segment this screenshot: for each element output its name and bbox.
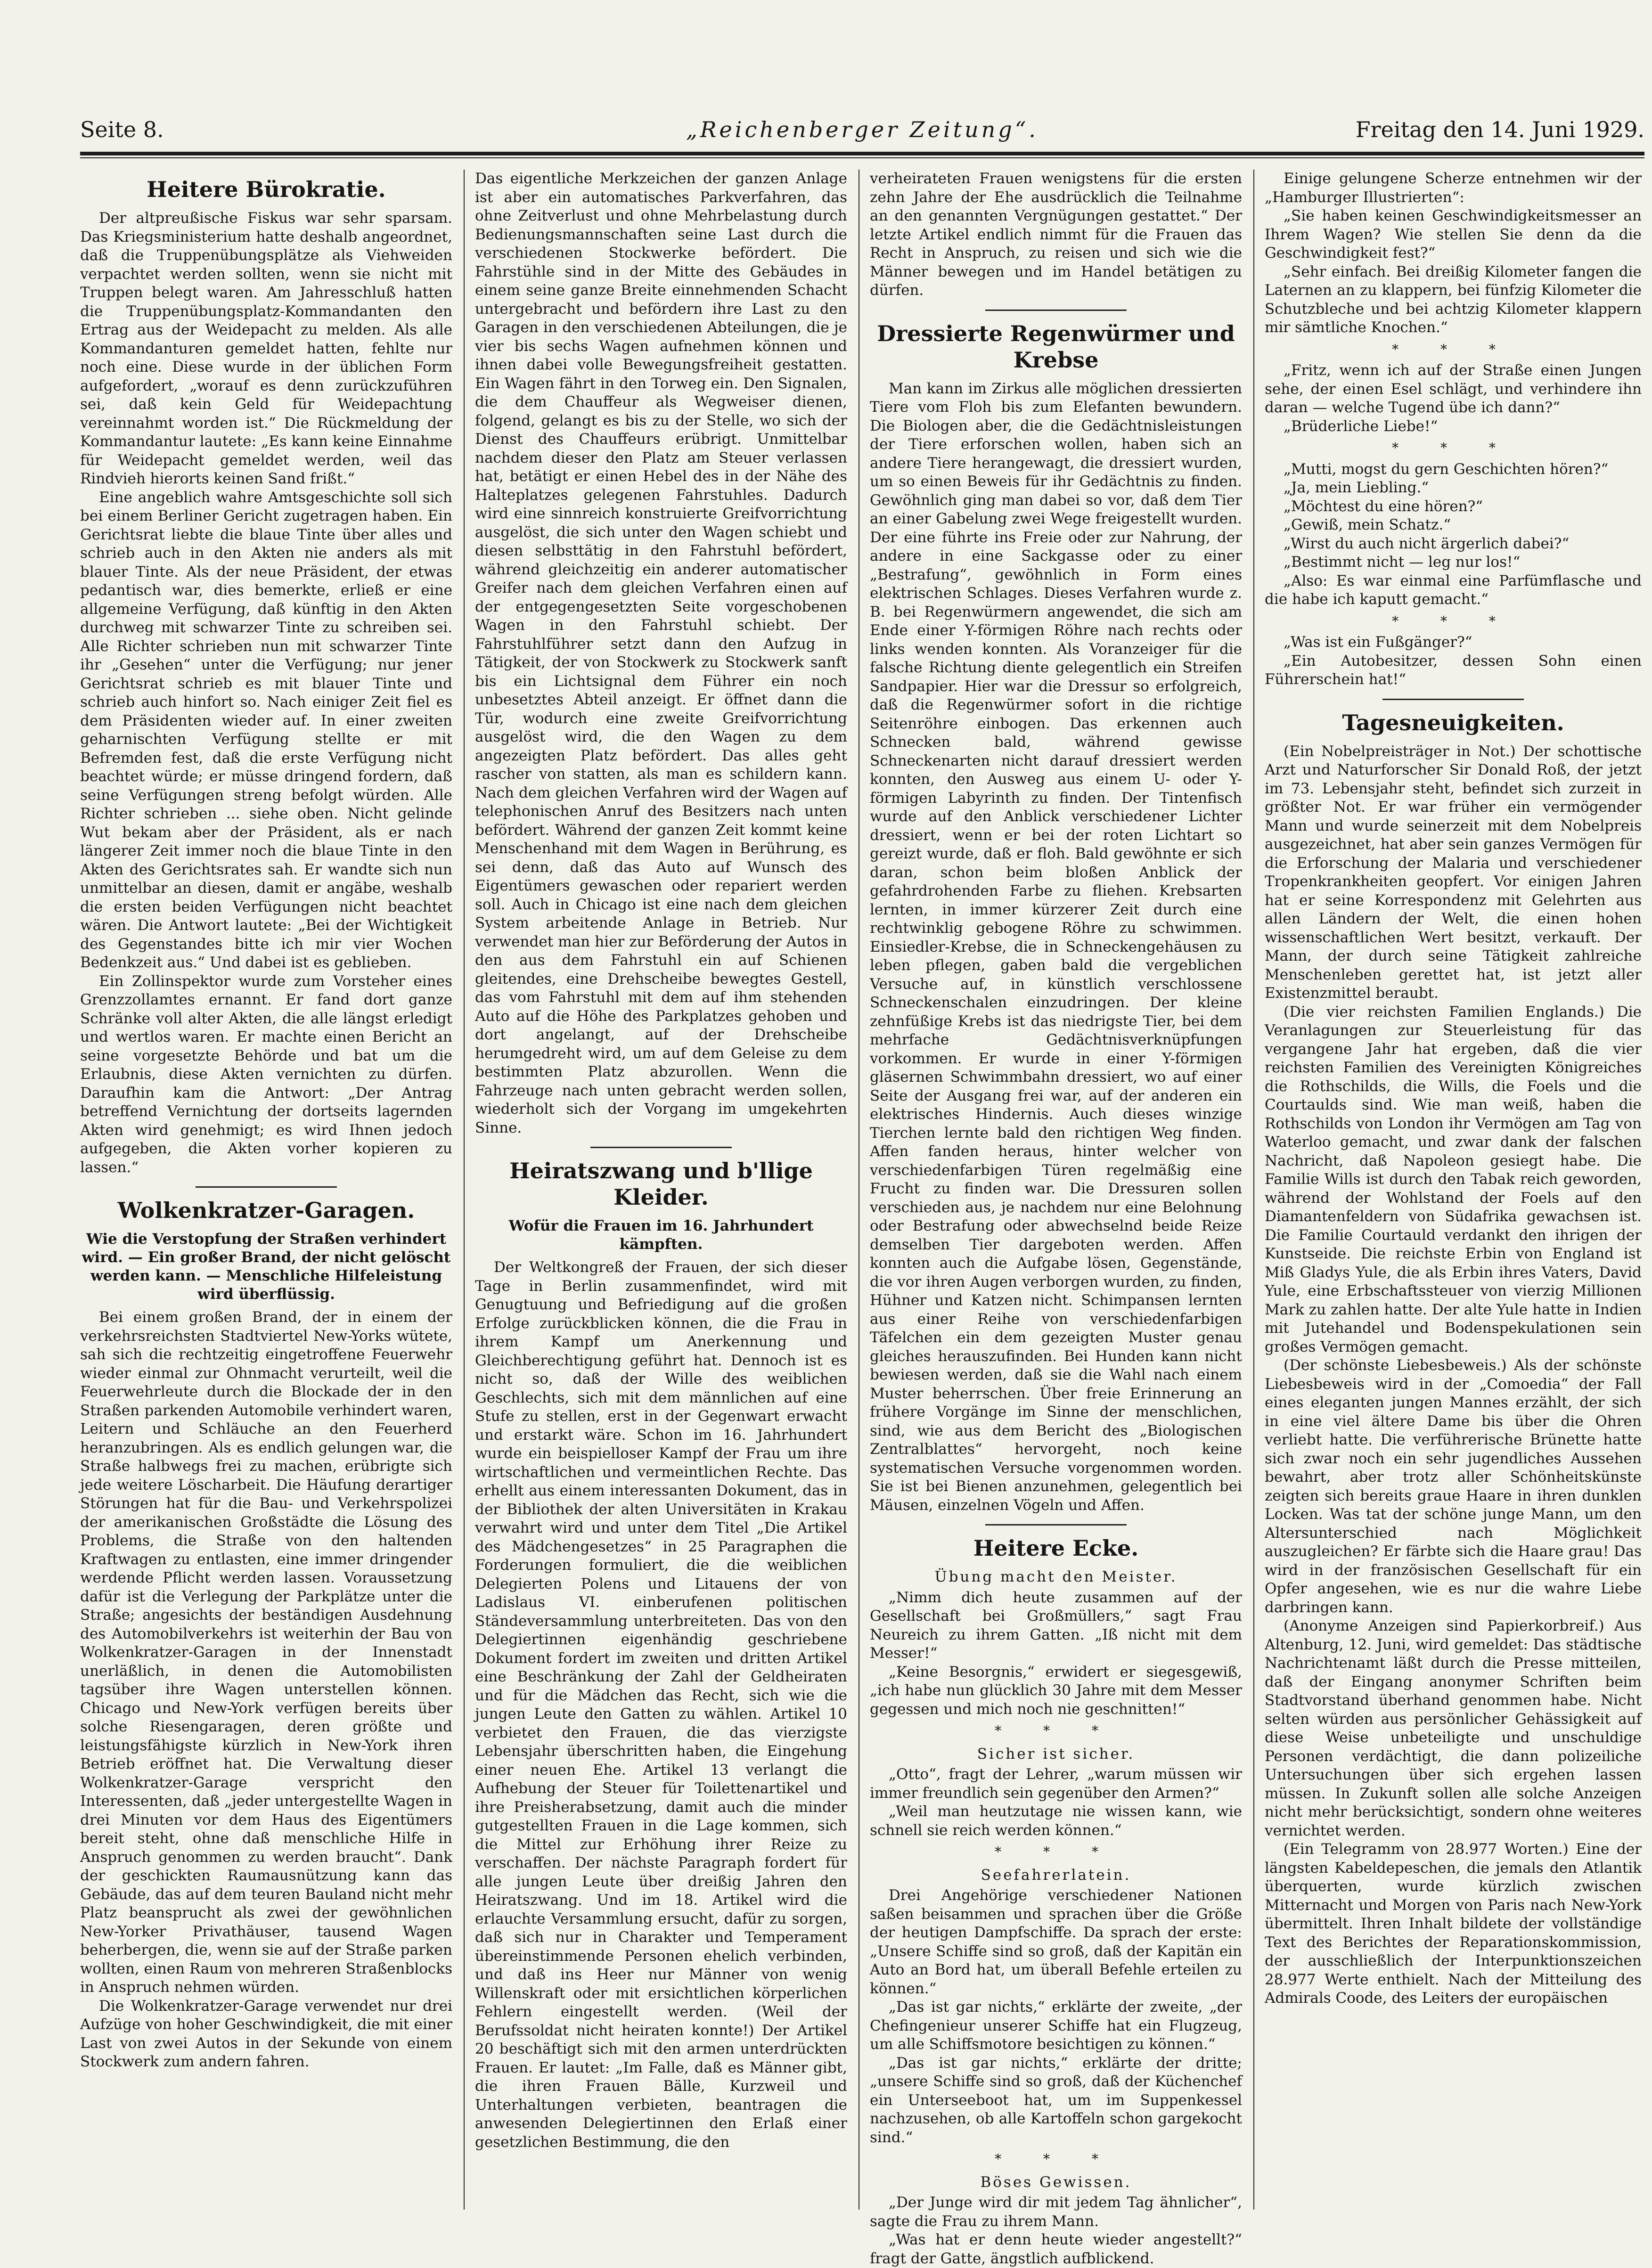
joke-paragraph: „Brüderliche Liebe!“ (1284, 417, 1438, 435)
article-separator (196, 1186, 337, 1188)
joke-paragraph: „Was ist ein Fußgänger?“ (1284, 634, 1472, 651)
joke-paragraph: „Das ist gar nichts,“ erklärte der dritte; „unsere Schiffe sind so groß, daß der Küchenchef ein Unterseeboot hat, um im Suppenkessel nachzusehen, ob alle Kartoffeln schon gargekocht sind.“ (870, 2054, 1242, 2146)
joke-paragraph: „Der Junge wird dir mit jedem Tag ähnlicher“, sagte die Frau zu ihrem Mann. (870, 2194, 1242, 2230)
joke-paragraph: Einige gelungene Scherze entnehmen wir der „Hamburger Illustrierten“: (1265, 170, 1642, 206)
joke-paragraph: „Otto“, fragt der Lehrer, „warum müssen wir immer freundlich sein gegenüber den Armen?“ (870, 1766, 1242, 1802)
joke-paragraph: „Also: Es war einmal eine Parfümflasche und die habe ich kaputt gemacht.“ (1265, 572, 1642, 608)
issue-date: Freitag den 14. Juni 1929. (1355, 117, 1644, 142)
joke-paragraph: „Ein Autobesitzer, dessen Sohn einen Führerschein hat!“ (1265, 652, 1642, 688)
star-separator: * * * (995, 2151, 1117, 2167)
joke-paragraph: „Nimm dich heute zusammen auf der Gesellschaft bei Großmüllers,“ sagt Frau Neureich zu ihrem Gatten. „Iß nicht mit dem Messer!“ (870, 1589, 1242, 1662)
column-divider (1253, 170, 1254, 2210)
joke-paragraph: Drei Angehörige verschiedener Nationen saßen beisammen und sprachen über die Größe der heutigen Dampfschiffe. Da sprach der erste: „Unsere Schiffe sind so groß, daß der Kapitän ein Auto an Bord hat, um überall Befehle erteilen zu können.“ (870, 1887, 1242, 1997)
joke-paragraph: „Weil man heutzutage nie wissen kann, wie schnell sie reich werden können.“ (870, 1803, 1242, 1839)
article-paragraph: verheirateten Frauen wenigstens für die ersten zehn Jahre der Ehe ausdrücklich die Teilnahme an den genannten Vergnügungen gestattet.“ Der letzte Artikel endlich nimmt für die Frauen das Recht in Anspruch, zu reisen und sich wie die Männer bewegen und im Handel betätigen zu dürfen. (870, 170, 1242, 299)
article-paragraph: Bei einem großen Brand, der in einem der verkehrsreichsten Stadtviertel New-Yorks wütete, sah sich die rechtzeitig eingetroffene Feuerwehr wieder einmal zur Ohnmacht verurteilt, weil die Feuerwehrleute durch die Blockade der in den Straßen parkenden Automobile verhindert waren, Leitern und Schläuche an den Feuerherd heranzubringen. Als es endlich gelungen war, die Straße halbwegs frei zu machen, erübrigte sich jede weitere Löscharbeit. Die Häufung derartiger Störungen hat für die Bau- und Verkehrspolizei der amerikanischen Großstädte die Lösung des Problems, die Straße von den haltenden Kraftwagen zu entlasten, eine immer dringender werdende Pflicht werden lassen. Voraussetzung dafür ist die Verlegung der Parkplätze unter die Straße; angesichts der beständigen Ausdehnung des Automobilverkehrs ist weiterhin der Bau von Wolkenkratzer-Garagen in der Innenstadt unerläßlich, in denen die Automobilisten tagsüber ihre Wagen unterstellen können. Chicago und New-York verfügen bereits über solche Riesengaragen, deren größte und leistungsfähigste kürzlich in New-York ihren Betrieb eröffnet hat. Die Verwaltung dieser Wolkenkratzer-Garage verspricht den Interessenten, daß „jeder untergestellte Wagen in drei Minuten vor dem Haus des Eigentümers bereit steht, ohne daß menschliche Hilfe in Anspruch genommen zu werden braucht“. Dank der geschickten Raumausnützung kann das Gebäude, das auf dem teuren Bauland nicht mehr Platz beansprucht als zwei der gewöhnlichen New-Yorker Privathäuser, tausend Wagen beherbergen, die, wenn sie auf der Straße parken wollten, einen Raum von mehreren Straßenblocks in Anspruch nehmen würden. (80, 1309, 452, 1996)
article-title: Heiratszwang und b'llige Kleider. (509, 1158, 813, 1210)
joke-paragraph: „Bestimmt nicht — leg nur los!“ (1284, 554, 1521, 571)
newspaper-page (80, 108, 1644, 2267)
joke-title: Böses Gewissen. (980, 2173, 1132, 2191)
star-separator: * * * (1392, 613, 1514, 629)
article-paragraph: Eine angeblich wahre Amtsgeschichte soll sich bei einem Berliner Gericht zugetragen haben. Ein Gerichtsrat liebte die blaue Tinte über alles und schrieb auch in den Akten nie anders als mit blauer Tinte. Als der neue Präsident, der etwas pedantisch war, dies bemerkte, erließ er eine allgemeine Verfügung, daß künftig in den Akten durchweg mit schwarzer Tinte zu schreiben sei. Alle Richter schrieben nun mit schwarzer Tinte ihr „Gesehen“ unter die Verfügung; nur jener Gerichtsrat schrieb es mit blauer Tinte und schrieb auch hinfort so. Nach einiger Zeit fiel es dem Präsidenten wieder auf. In einer zweiten geharnischten Verfügung stellte er mit Befremden fest, daß die erste Verfügung nicht beachtet würde; er müsse dringend fordern, daß seine Verfügungen streng befolgt würden. Alle Richter schrieben ... siehe oben. Nicht gelinde Wut bekam aber der Präsident, als er nach längerer Zeit immer noch die blaue Tinte in den Akten des Gerichtsrates sah. Er wandte sich nun unmittelbar an diesen, damit er angäbe, weshalb die ersten beiden Verfügungen nicht beachtet wären. Die Antwort lautete: „Bei der Wichtigkeit des Gegenstandes bitte ich mir vier Wochen Bedenkzeit aus.“ Und dabei ist es geblieben. (80, 489, 452, 971)
joke-title: Übung macht den Meister. (934, 1568, 1178, 1585)
article-subtitle: Wie die Verstopfung der Straßen verhindert wird. — Ein großer Brand, der nicht gelöscht werden kann. — Menschliche Hilfeleistung wird überflüssig. (82, 1231, 451, 1303)
star-separator: * * * (1392, 341, 1514, 357)
news-item: (Ein Telegramm von 28.977 Worten.) Eine der längsten Kabeldepeschen, die jemals den Atlantik überquerten, wurde kürzlich zwischen Mitternacht und Morgen von Paris nach New-York übermittelt. Ihren Inhalt bildete der vollständige Text des Berichtes der Reparationskommission, der ausschließlich der Interpunktionszeichen 28.977 Werte enthielt. Nach der Mitteilung des Admirals Coode, des Leiters der europäischen (1265, 1841, 1642, 2007)
article-paragraph: Man kann im Zirkus alle möglichen dressierten Tiere vom Floh bis zum Elefanten bewundern. Die Biologen aber, die die Gedächtnisleistungen der Tiere erforschen wollen, haben sich an andere Tiere herangewagt, die dressiert wurden, um so einen Beweis für ihr Gedächtnis zu finden. Gewöhnlich ging man dabei so vor, daß dem Tier an einer Gabelung zwei Wege freigestellt wurden. Der eine führte ins Freie oder zur Nahrung, der andere in eine Sackgasse oder zu einer „Bestrafung“, gewöhnlich in Form eines elektrischen Schlages. Dieses Verfahren wurde z. B. bei Regenwürmern angewendet, die sich am Ende einer Y-förmigen Röhre nach rechts oder links wenden konnten. Als Voranzeiger für die falsche Richtung diente gelegentlich ein Streifen Sandpapier. Hier war die Dressur so erfolgreich, daß die Regenwürmer sofort in die richtige Seitenröhre einbogen. Das erkennen auch Schnecken bald, während gewisse Schneckenarten nicht darauf dressiert werden konnten, den Ausweg aus einem U- oder Y-förmigen Labyrinth zu finden. Der Tintenfisch wurde auf den Anblick verschiedener Lichter dressiert, wenn er bei der roten Lichtart so gereizt wurde, daß er floh. Bald gewöhnte er sich daran, schon beim bloßen Anblick der gefahrdrohenden Farbe zu fliehen. Krebsarten lernten, in immer kürzerer Zeit durch eine rechtwinklig gebogene Röhre zu schwimmen. Einsiedler-Krebse, die in Schneckengehäusen zu leben pflegen, gaben bald die vergeblichen Versuche auf, in künstlich verschlossene Schneckenschalen einzudringen. Der kleine zehnfüßige Krebs ist das niedrigste Tier, bei dem mehrfache Gedächtnisverknüpfungen vorkommen. Er wurde in einer Y-förmigen gläsernen Schwimmbahn dressiert, wo auf einer Seite der Ausgang frei war, auf der anderen ein elektrisches Hindernis. Auch dieses winzige Tierchen lernte bald den richtigen Weg finden. Affen fanden heraus, hinter welcher von verschiedenfarbigen Türen regelmäßig eine Frucht zu finden war. Die Dressuren sollen verschieden aus, je nachdem nur eine Belohnung oder Bestrafung oder abwechselnd beide Reize demselben Tier dargeboten werden. Affen konnten auch die Aufgabe lösen, Gegenstände, die vor ihren Augen verborgen wurden, zu finden, Hühner und Katzen nicht. Schimpansen lernten aus einer Reihe von verschiedenfarbigen Täfelchen ein dem gezeigten Muster genau gleiches herauszufinden. Bei Hunden kann nicht bewiesen werden, daß sie die Wahl nach einem Muster beherrschen. Über freie Erinnerung an frühere Vorgänge im Sinne der menschlichen, sind, wie aus dem Bericht des „Biologischen Zentralblattes“ hervorgeht, noch keine systematischen Versuche vorgenommen worden. Sie ist bei Bienen anzunehmen, gelegentlich bei Mäusen, einzelnen Vögeln und Affen. (870, 380, 1242, 1514)
news-item: (Die vier reichsten Familien Englands.) Die Veranlagungen zur Steuerleistung für das vergangene Jahr hat ergeben, daß die vier reichsten Familien des Vereinigten Königreiches die Rothschilds, die Wills, die Foels und die Courtaulds sind. Wie man weiß, haben die Rothschilds von London ihr Vermögen am Tag von Waterloo gemacht, und zwar dank der falschen Nachricht, daß Napoleon gesiegt habe. Die Familie Wills ist durch den Tabak reich geworden, während der Wohlstand der Foels auf den Diamantenfeldern von Südafrika gewachsen ist. Die Familie Courtauld verdankt den ihrigen der Kunstseide. Die reichste Erbin von England ist Miß Gladys Yule, die als Erbin ihres Vaters, David Yule, eine Erbschaftssteuer von vierzig Millionen Mark zu zahlen hatte. Der alte Yule hatte in Indien mit Jutehandel und Bodenspekulationen sein großes Vermögen gemacht. (1265, 1003, 1642, 1355)
joke-paragraph: „Fritz, wenn ich auf der Straße einen Jungen sehe, der einen Esel schlägt, und verhindere ihn daran — welche Tugend übe ich dann?“ (1265, 362, 1642, 416)
article-title: Heitere Bürokratie. (147, 177, 386, 202)
page-number: Seite 8. (80, 117, 164, 142)
column-1 (80, 170, 452, 2210)
newspaper-title: „Reichenberger Zeitung“. (686, 117, 1039, 142)
joke-paragraph: „Das ist gar nichts,“ erklärte der zweite, „der Chefingenieur unserer Schiffe hat ein Flugzeug, um alle Schiffsmotore besichtigen zu können.“ (870, 1999, 1242, 2053)
column-divider (464, 170, 465, 2210)
star-separator: * * * (995, 1723, 1117, 1738)
page-header (80, 108, 1644, 151)
article-paragraph: Der Weltkongreß der Frauen, der sich dieser Tage in Berlin zusammenfindet, wird mit Genugtuung und Befriedigung auf die großen Erfolge zurückblicken können, die die Frau in ihrem Kampf um Anerkennung und Gleichberechtigung geführt hat. Dennoch ist es nicht so, daß der Wille des weiblichen Geschlechts, sich mit dem männlichen auf eine Stufe zu stellen, erst in der Gegenwart erwacht und erstarkt wäre. Schon im 16. Jahrhundert wurde ein beispielloser Kampf der Frau um ihre wirtschaftlichen und vermeintlichen Rechte. Das erhellt aus einem interessanten Dokument, das in der Bibliothek der alten Universitäten in Krakau verwahrt wird und unter dem Titel „Die Artikel des Mädchengesetzes“ in 25 Paragraphen die Forderungen formuliert, die die weiblichen Delegierten Polens und Litauens der von Ladislaus VI. einberufenen politischen Ständeversammlung unterbreiteten. Das von den Delegiertinnen eigenhändig geschriebene Dokument fordert im zweiten und dritten Artikel eine Beschränkung der Zahl der Geldheiraten und für die Mädchen das Recht, sich wie die jungen Leute den Gatten zu wählen. Artikel 10 verbietet den Frauen, die das vierzigste Lebensjahr überschritten haben, die Eingehung einer neuen Ehe. Artikel 13 verlangt die Aufhebung der Steuer für Toilettenartikel und ihre Preisherabsetzung, damit auch die minder gutgestellten Frauen in die Lage kommen, sich die Mittel zur Erhöhung ihrer Reize zu verschaffen. Der nächste Paragraph fordert für alle jungen Leute über dreißig Jahren den Heiratszwang. Und im 18. Artikel wird die erlauchte Versammlung ersucht, dafür zu sorgen, daß sich nur in Charakter und Temperament übereinstimmende Personen ehelich verbinden, und daß ins Heer nur Männer von wenig Willenskraft oder mit ersichtlichen körperlichen Fehlern eingestellt werden. (Weil der Berufssoldat nicht heiraten konnte!) Der Artikel 20 beschäftigt sich mit den armen unterdrückten Frauen. Er lautet: „Im Falle, daß es Männer gibt, die ihren Frauen Bälle, Kurzweil und Unterhaltungen verbieten, beantragen die anwesenden Delegiertinnen den Erlaß einer gesetzlichen Bestimmung, die den (475, 1259, 847, 2151)
article-separator (985, 310, 1127, 311)
article-subtitle: Wofür die Frauen im 16. Jahrhundert kämpften. (508, 1217, 814, 1253)
article-title: Tagesneuigkeiten. (1342, 710, 1564, 735)
joke-title: Sicher ist sicher. (977, 1745, 1135, 1762)
header-rule-thick (80, 152, 1644, 155)
joke-paragraph: „Keine Besorgnis,“ erwidert er siegesgewiß, „ich habe nun glücklich 30 Jahre mit dem Messer gegessen und mich noch nie geschnitten!“ (870, 1663, 1242, 1718)
article-paragraph: Die Wolkenkratzer-Garage verwendet nur drei Aufzüge von hoher Geschwindigkeit, die mit einer Last von zwei Autos in der Sekunde von einem Stockwerk zum andern fahren. (80, 1997, 452, 2070)
joke-paragraph: „Gewiß, mein Schatz.“ (1284, 516, 1451, 533)
article-paragraph: Der altpreußische Fiskus war sehr sparsam. Das Kriegsministerium hatte deshalb angeordnet, daß die Truppenübungsplätze als Viehweiden verpachtet werden sollten, wenn sie nicht mit Truppen belegt waren. Am Jahresschluß hatten die Truppenübungsplatz-Kommandanten den Ertrag aus der Weidepacht zu melden. Als alle Kommandanturen gemeldet hatten, fehlte nur noch eine. Diese wurde in der üblichen Form aufgefordert, „worauf es denn zurückzuführen sei, daß kein Geld für Weidepachtung vereinnahmt worden ist.“ Die Rückmeldung der Kommandantur lautete: „Es kann keine Einnahme für Weidepacht gemeldet werden, weil das Rindvieh hierorts keinen Sand frißt.“ (80, 210, 452, 487)
article-separator (985, 1524, 1127, 1526)
header-rule-thin (80, 157, 1644, 158)
article-paragraph: Ein Zollinspektor wurde zum Vorsteher eines Grenzzollamtes ernannt. Er fand dort ganze Schränke voll alter Akten, die alle längst erledigt und wertlos waren. Er machte einen Bericht an seine vorgesetzte Behörde und bat um die Erlaubnis, diese Akten vernichten zu dürfen. Daraufhin kam die Antwort: „Der Antrag betreffend Vernichtung der dortseits lagernden Akten wird genehmigt; es wird Ihnen jedoch aufgegeben, die Akten vorher kopieren zu lassen.“ (80, 972, 452, 1176)
joke-paragraph: „Sie haben keinen Geschwindigkeitsmesser an Ihrem Wagen? Wie stellen Sie denn da die Geschwindigkeit fest?“ (1265, 207, 1642, 261)
news-item: (Ein Nobelpreisträger in Not.) Der schottische Arzt und Naturforscher Sir Donald Roß, der jetzt im 73. Lebensjahr steht, befindet sich zurzeit in größter Not. Er war früher ein vermögender Mann und wurde seinerzeit mit dem Nobelpreis ausgezeichnet, hat aber sein ganzes Vermögen für die Erforschung der Malaria und verschiedener Tropenkrankheiten geopfert. Vor einigen Jahren hat er seine Korrespondenz mit Gelehrten aus allen Ländern der Welt, die einen hohen wissenschaftlichen Wert besitzt, verkauft. Der Mann, der durch seine Tätigkeit zahlreiche Menschenleben gerettet hat, ist jetzt aller Existenzmittel beraubt. (1265, 742, 1642, 1002)
news-item: (Anonyme Anzeigen sind Papierkorbreif.) Aus Altenburg, 12. Juni, wird gemeldet: Das städtische Nachrichtenamt läßt durch die Presse mitteilen, daß der Eingang anonymer Schriften beim Stadtvorstand überhand genommen habe. Nicht selten würden aus persönlicher Gehässigkeit auf diese Weise unbeteiligte und unschuldige Personen verdächtigt, die dann polizeiliche Untersuchungen über sich ergehen lassen müssen. In Zukunft sollen alle solche Anzeigen nicht mehr berücksichtigt, sondern ohne weiteres vernichtet werden. (1265, 1617, 1642, 1839)
article-title: Wolkenkratzer-Garagen. (117, 1198, 415, 1223)
article-paragraph: Das eigentliche Merkzeichen der ganzen Anlage ist aber ein automatisches Parkverfahren, das ohne Zeitverlust und ohne Mehrbelastung durch Bedienungsmannschaften seine Last durch die verschiedenen Stockwerke befördert. Die Fahrstühle sind in der Mitte des Gebäudes in einem seine ganze Breite einnehmenden Schacht untergebracht und befördern ihre Last zu den Garagen in den verschiedenen Abteilungen, die je vier bis sechs Wagen aufnehmen können und ihnen dabei volle Bewegungsfreiheit gestatten. Ein Wagen fährt in den Torweg ein. Den Signalen, die dem Chauffeur als Wegweiser dienen, folgend, gelangt es bis zu der Stelle, wo sich der Dienst des Chauffeurs erübrigt. Unmittelbar nachdem dieser den Platz am Steuer verlassen hat, betätigt er einen Hebel des in der Nähe des Halteplatzes gelegenen Fahrstuhles. Dadurch wird eine sinnreich konstruierte Greifvorrichtung ausgelöst, die sich unter den Wagen schiebt und diesen selbsttätig in den Fahrstuhl befördert, während gleichzeitig ein anderer automatischer Greifer nach dem gleichen Verfahren einen auf der entgegengesetzten Seite vorgeschobenen Wagen in den Fahrstuhl schiebt. Der Fahrstuhlführer setzt dann den Aufzug in Tätigkeit, der von Stockwerk zu Stockwerk sanft bis ein Lichtsignal dem Führer ein noch unbesetztes Abteil anzeigt. Er öffnet dann die Tür, wodurch eine zweite Greifvorrichtung ausgelöst wird, die den Wagen zu dem angezeigten Platz befördert. Das alles geht rascher von statten, als man es schildern kann. Nach dem gleichen Verfahren wird der Wagen auf telephonischen Anruf des Besitzers nach unten befördert. Während der ganzen Zeit kommt keine Menschenhand mit dem Wagen in Berührung, es sei denn, daß das Auto auf Wunsch des Eigentümers gewaschen oder repariert werden soll. Auch in Chicago ist eine nach dem gleichen System arbeitende Anlage in Betrieb. Nur verwendet man hier zur Beförderung der Autos in den aus dem Fahrstuhl ein auf Schienen gleitendes, eine Drehscheibe bewegtes Gestell, das vom Fahrstuhl mit dem auf ihm stehenden Auto auf die Höhe des Parkplatzes gehoben und dort angelangt, auf der Drehscheibe herumgedreht wird, um auf dem Geleise zu dem bestimmten Platz abzurollen. Wenn die Fahrzeuge nach unten gebracht werden sollen, wiederholt sich der Vorgang im umgekehrten Sinne. (475, 170, 847, 1136)
news-item: (Der schönste Liebesbeweis.) Als der schönste Liebesbeweis wird in der „Comoedia“ der Fall eines eleganten jungen Mannes erzählt, der sich in eine viel ältere Dame bis über die Ohren verliebt hatte. Die verführerische Brünette hatte sich zwar noch ein sehr jugendliches Aussehen bewahrt, aber trotz aller Schönheitskünste zeigten sich bereits graue Haare in ihren dunklen Locken. Was tat der schöne junge Mann, um den Altersunterschied nach Möglichkeit auszugleichen? Er färbte sich die Haare grau! Das wird in der französischen Gesellschaft für ein Opfer angesehen, wie es nur die wahre Liebe darbringen kann. (1265, 1357, 1642, 1616)
article-separator (1382, 699, 1524, 700)
joke-paragraph: „Sehr einfach. Bei dreißig Kilometer fangen die Laternen an zu klappern, bei fünfzig Kilometer die Schutzbleche und bei achtzig Kilometer klappern mir sämtliche Knochen.“ (1265, 263, 1642, 336)
star-separator: * * * (995, 1844, 1117, 1860)
joke-paragraph: „Was hat er denn heute wieder angestellt?“ fragt der Gatte, ängstlich aufblickend. (870, 2231, 1242, 2267)
column-3 (870, 170, 1242, 2267)
joke-paragraph: „Ja, mein Liebling.“ (1284, 479, 1429, 496)
column-2 (475, 170, 847, 2210)
joke-paragraph: „Wirst du auch nicht ärgerlich dabei?“ (1284, 535, 1570, 552)
article-title: Dressierte Regenwürmer und Krebse (877, 320, 1235, 373)
joke-title: Seefahrerlatein. (981, 1866, 1131, 1884)
star-separator: * * * (1392, 440, 1514, 456)
joke-paragraph: „Mutti, mogst du gern Geschichten hören?“ (1284, 460, 1609, 478)
column-4 (1265, 170, 1642, 2210)
article-title: Heitere Ecke. (973, 1535, 1139, 1561)
joke-paragraph: „Möchtest du eine hören?“ (1284, 498, 1483, 515)
article-separator (590, 1147, 732, 1148)
